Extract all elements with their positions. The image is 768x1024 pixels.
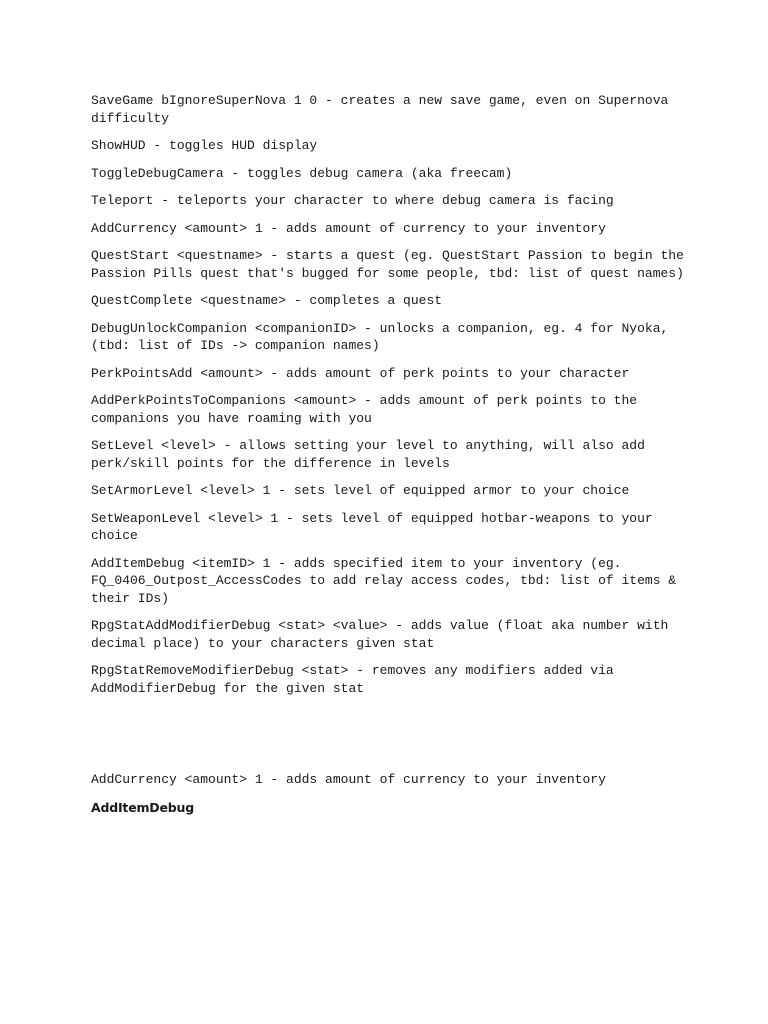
- command-entry-setarmorlevel: SetArmorLevel <level> 1 - sets level of equipped armor to your choice: [91, 483, 630, 498]
- footer-additemdebug-heading: AddItemDebug: [91, 799, 194, 815]
- command-entry-setweaponlevel: SetWeaponLevel <level> 1 - sets level of equipped hotbar-weapons to your choice: [91, 510, 653, 543]
- command-entry-queststart: QuestStart <questname> - starts a quest (eg. QuestStart Passion to begin the Passion Pills quest that's bugged for some people, tbd: list of quest names): [91, 248, 684, 281]
- command-entry-addperkpointstocompanions: AddPerkPointsToCompanions <amount> - adds amount of perk points to the companions you have roaming with you: [91, 393, 638, 426]
- blank-space: [91, 707, 691, 771]
- command-entry-teleport: Teleport - teleports your character to where debug camera is facing: [91, 193, 614, 208]
- footer-addcurrency-line: AddCurrency <amount> 1 - adds amount of currency to your inventory: [91, 772, 606, 787]
- command-entry-rpgstatremovemodifierdebug: RpgStatRemoveModifierDebug <stat> - removes any modifiers added via AddModifierDebug for the given stat: [91, 663, 614, 696]
- command-entry-toggledebugcamera: ToggleDebugCamera - toggles debug camera (aka freecam): [91, 165, 513, 181]
- command-entry-debugunlockcompanion: DebugUnlockCompanion <companionID> - unlocks a companion, eg. 4 for Nyoka, (tbd: list of IDs -> companion names): [91, 320, 669, 353]
- command-entry-savegame: SaveGame bIgnoreSuperNova 1 0 - creates a new save game, even on Supernova difficulty: [91, 93, 669, 126]
- command-entry-perkpointsadd: PerkPointsAdd <amount> - adds amount of perk points to your character: [91, 365, 630, 381]
- command-entry-additemdebug: AddItemDebug <itemID> 1 - adds specified item to your inventory (eg. FQ_0406_Outpost_AccessCodes to add relay access codes, tbd: list of items & their IDs): [91, 555, 677, 606]
- command-entry-addcurrency: AddCurrency <amount> 1 - adds amount of currency to your inventory: [91, 220, 606, 236]
- command-entry-showhud: ShowHUD - toggles HUD display: [91, 138, 318, 153]
- command-entry-questcomplete: QuestComplete <questname> - completes a quest: [91, 293, 443, 308]
- command-entry-setlevel: SetLevel <level> - allows setting your level to anything, will also add perk/skill points for the difference in levels: [91, 438, 645, 471]
- document-page: [91, 92, 691, 816]
- command-entry-rpgstataddmodifierdebug: RpgStatAddModifierDebug <stat> <value> - adds value (float aka number with decimal place) to your characters given stat: [91, 618, 669, 651]
